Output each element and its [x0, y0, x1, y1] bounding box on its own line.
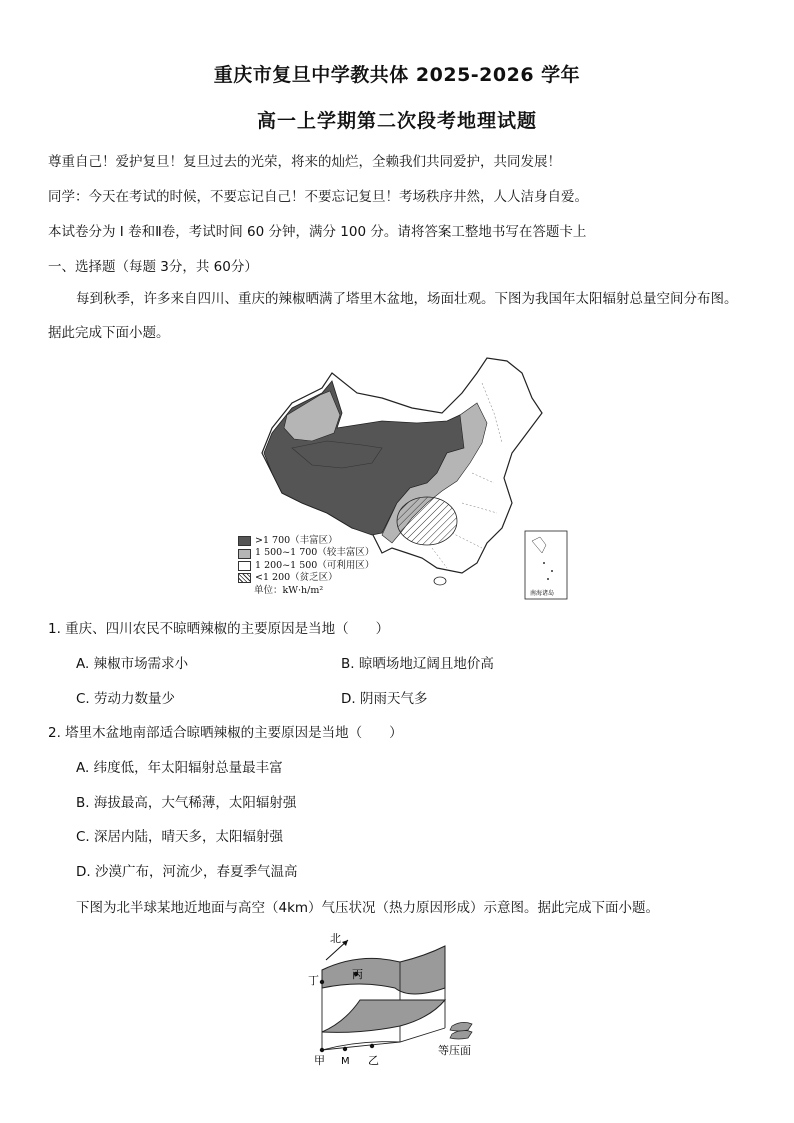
q1-option-d: D. 阴雨天气多: [341, 691, 428, 707]
question-1-stem: 1. 重庆、四川农民不晾晒辣椒的主要原因是当地（ ）: [48, 621, 390, 637]
question-2-stem: 2. 塔里木盆地南部适合晾晒辣椒的主要原因是当地（ ）: [48, 725, 403, 741]
south-china-sea-inset: [525, 531, 567, 599]
motto-line: 尊重自己！爱护复旦！复旦过去的光荣，将来的灿烂，全赖我们共同爱护，共同发展！: [48, 154, 561, 170]
point-yi-label: 乙: [368, 1054, 379, 1067]
point-jia-label: 甲: [314, 1054, 325, 1067]
isobar-legend-label: 等压面: [438, 1044, 471, 1057]
q2-option-b: B. 海拔最高，大气稀薄，太阳辐射强: [76, 795, 297, 811]
north-label: 北: [330, 932, 341, 945]
section-heading: 一、选择题（每题 3分，共 60分）: [48, 259, 258, 275]
legend-item: 1 500~1 700（较丰富区）: [238, 547, 374, 559]
exam-title: 重庆市复旦中学教共体 2025-2026 学年: [213, 64, 581, 86]
reminder-line: 同学：今天在考试的时候，不要忘记自己！不要忘记复旦！考场秩序井然，人人洁身自爱。: [48, 189, 588, 205]
upper-isobar-surface: [322, 946, 445, 994]
q2-option-c: C. 深居内陆，晴天多，太阳辐射强: [76, 829, 284, 845]
point-bing-label: 丙: [352, 968, 363, 981]
map-legend: [238, 535, 374, 597]
passage-intro-1: 每到秋季，许多来自四川、重庆的辣椒晒满了塔里木盆地，场面壮观。下图为我国年太阳辐射总量空间分布图。据此完成下面小题。: [48, 291, 738, 341]
q2-option-d: D. 沙漠广布，河流少，春夏季气温高: [76, 864, 298, 880]
instructions-line: 本试卷分为 I 卷和Ⅱ卷，考试时间 60 分钟，满分 100 分。请将答案工整地书写在答题卡上: [48, 224, 587, 240]
legend-item: >1 700（丰富区）: [238, 535, 374, 547]
legend-item: <1 200（贫乏区）: [238, 572, 374, 584]
legend-item: 1 200~1 500（可利用区）: [238, 560, 374, 572]
passage-intro-2: 下图为北半球某地近地面与高空（4km）气压状况（热力原因形成）示意图。据此完成下面小题。: [76, 900, 660, 916]
q1-option-a: A. 辣椒市场需求小: [76, 656, 189, 672]
point-m-label: M: [341, 1056, 350, 1067]
lower-isobar-surface: [322, 1000, 445, 1032]
sichuan-poor-region: [397, 497, 457, 545]
isobar-diagram: [300, 930, 500, 1070]
q1-option-c: C. 劳动力数量少: [76, 691, 176, 707]
exam-subtitle: 高一上学期第二次段考地理试题: [256, 110, 537, 132]
q2-option-a: A. 纬度低，年太阳辐射总量最丰富: [76, 760, 283, 776]
legend-unit: 单位：kW·h/m²: [254, 584, 324, 596]
point-ding-label: 丁: [308, 974, 319, 987]
q1-option-b: B. 晾晒场地辽阔且地价高: [341, 656, 494, 672]
inset-label: 南海诸岛: [530, 590, 555, 597]
